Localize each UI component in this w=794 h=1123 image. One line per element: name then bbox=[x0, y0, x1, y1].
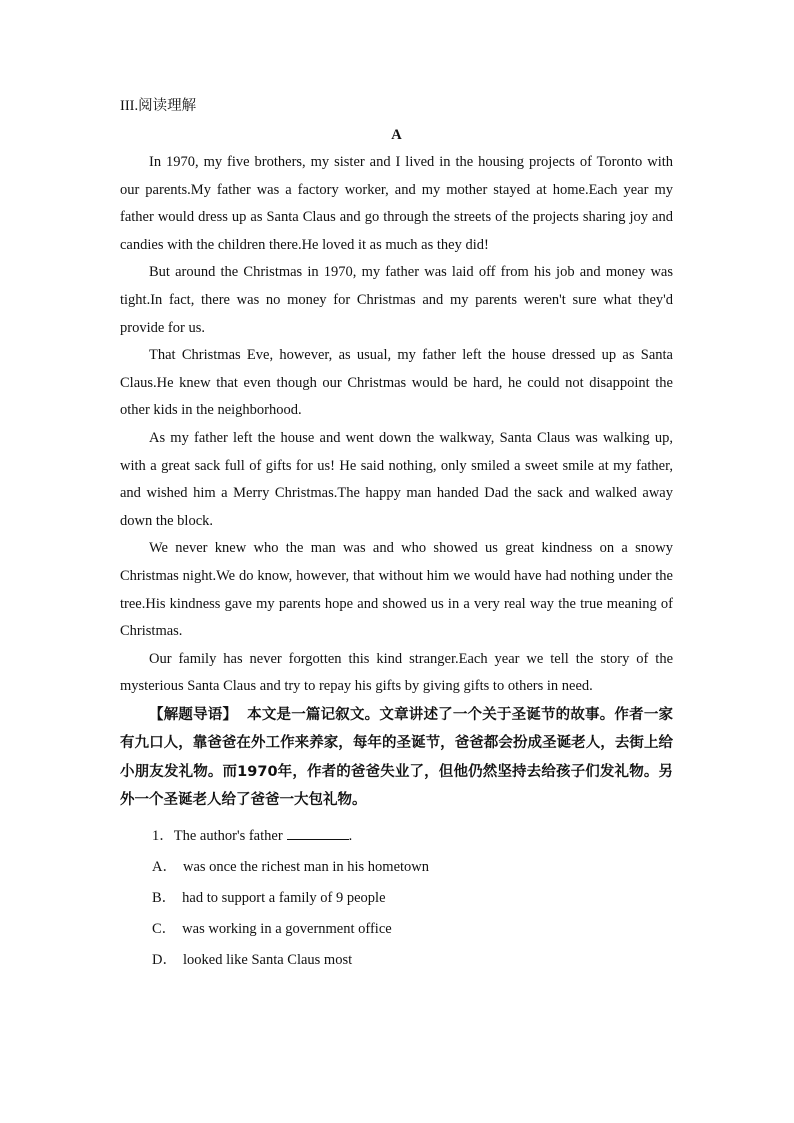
question-1 bbox=[120, 821, 673, 852]
passage-paragraph-1: In 1970, my five brothers, my sister and I lived in the housing projects of Toronto with our parents.My father was a factory worker, and my mother stayed at home.Each year my father would dress up as Santa Claus and go through the streets of the projects sharing joy and candies with the children there.He loved it as much as they did! bbox=[120, 154, 673, 253]
passage-paragraph-4: As my father left the house and went down the walkway, Santa Claus was walking up, with a great sack full of gifts for us! He said nothing, only smiled a sweet smile at my father, and wished him a Merry Christmas.The happy man handed Dad the sack and walked away down the block. bbox=[120, 429, 673, 529]
option-b-letter: B． bbox=[152, 889, 177, 906]
option-c-letter: C． bbox=[152, 920, 177, 937]
question-number: 1． bbox=[152, 827, 174, 844]
section-heading: III.阅读理解 bbox=[120, 98, 197, 114]
option-a-text: was once the richest man in his hometown bbox=[182, 858, 430, 875]
question-end: . bbox=[348, 827, 353, 844]
reading-guide-text: 本文是一篇记叙文。文章讲述了一个关于圣诞节的故事。作者一家有九口人，靠爸爸在外工作来养家，每年的圣诞节，爸爸都会扮成圣诞老人，去街上给小朋友发礼物。而1970年，作者的爸爸失业了，但他仍然坚持去给孩子们发礼物。另外一个圣诞老人给了爸爸一大包礼物。 bbox=[120, 706, 674, 809]
passage-title: A bbox=[391, 127, 402, 143]
passage-paragraph-3: That Christmas Eve, however, as usual, my father left the house dressed up as Santa Claus.He knew that even though our Christmas would be hard, he could not disappoint the other kids in the neighborhood. bbox=[120, 347, 673, 419]
question-stem: The author's father bbox=[173, 827, 283, 844]
worksheet-page bbox=[120, 93, 673, 976]
reading-guide bbox=[120, 701, 673, 815]
passage-paragraph-5: We never knew who the man was and who showed us great kindness on a snowy Christmas night.We do know, however, that without him we would have had nothing under the tree.His kindness gave my parents hope and showed us in a very real way the true meaning of Christmas. bbox=[120, 540, 673, 640]
option-b-text: had to support a family of 9 people bbox=[182, 889, 386, 906]
option-a-letter: A． bbox=[152, 858, 177, 875]
option-a[interactable] bbox=[120, 852, 673, 883]
option-d[interactable] bbox=[120, 945, 673, 976]
option-c[interactable] bbox=[120, 914, 673, 945]
passage-paragraph-6: Our family has never forgotten this kind stranger.Each year we tell the story of the mysterious Santa Claus and try to repay his gifts by giving gifts to others in need. bbox=[120, 650, 673, 695]
option-d-text: looked like Santa Claus most bbox=[182, 951, 353, 968]
answer-blank[interactable] bbox=[287, 825, 349, 840]
option-c-text: was working in a government office bbox=[182, 920, 392, 937]
passage-paragraph-2: But around the Christmas in 1970, my father was laid off from his job and money was tight.In fact, there was no money for Christmas and my parents weren't sure what they'd provide for us. bbox=[120, 264, 673, 336]
option-d-letter: D． bbox=[152, 951, 177, 968]
reading-guide-label: 【解题导语】 bbox=[149, 706, 238, 723]
option-b[interactable] bbox=[120, 883, 673, 914]
